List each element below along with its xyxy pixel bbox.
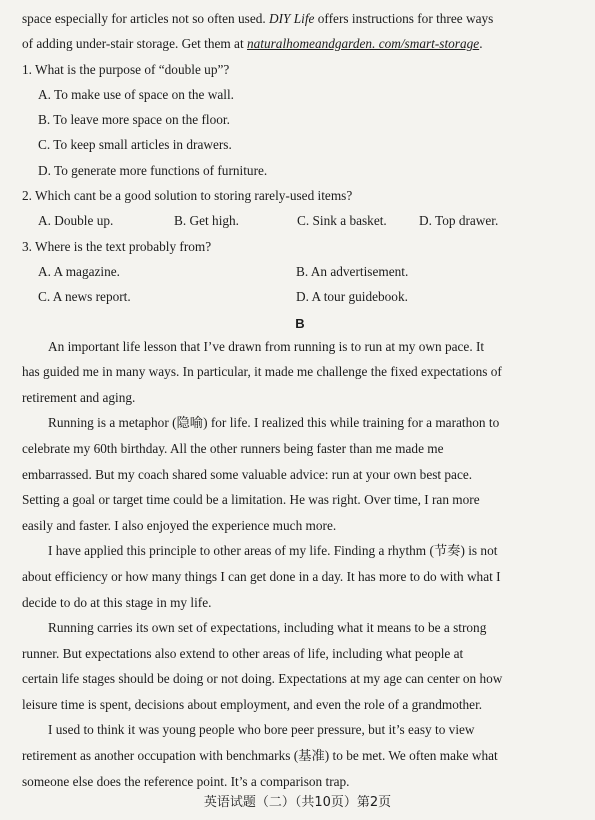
paragraph-line: retirement as another occupation with benchmarks (基准) to be met. We often make what	[22, 748, 498, 764]
section-heading: B	[295, 315, 305, 331]
question-1-option-c: C. To keep small articles in drawers.	[38, 137, 232, 153]
question-1-option-b: B. To leave more space on the floor.	[38, 112, 230, 128]
question-3-option-a: A. A magazine.	[38, 263, 120, 279]
document-page	[22, 0, 578, 794]
question-2-options	[22, 208, 578, 233]
paragraph-line: I have applied this principle to other areas of my life. Finding a rhythm (节奏) is not	[48, 543, 498, 559]
question-2-option-d: D. Top drawer.	[419, 213, 499, 229]
intro-text: offers instructions for three ways	[314, 11, 494, 26]
question-3-option-b: B. An advertisement.	[296, 263, 409, 279]
question-2-option-a: A. Double up.	[38, 213, 114, 229]
paragraph-line: has guided me in many ways. In particular, it made me challenge the fixed expectations of	[22, 364, 502, 380]
question-3: 3. Where is the text probably from?	[22, 238, 212, 254]
website-url: naturalhomeandgarden. com/smart-storage	[246, 36, 480, 52]
paragraph-line: leisure time is spent, decisions about employment, and even the role of a grandmother.	[22, 696, 483, 712]
question-3-options-row-2	[22, 284, 578, 309]
paragraph-2	[22, 410, 578, 538]
paragraph-line: Running carries its own set of expectations, including what it means to be a strong	[48, 620, 487, 636]
paragraph-5	[22, 717, 578, 794]
paragraph-4	[22, 615, 578, 717]
question-3-options-row-1	[22, 259, 578, 284]
paragraph-line: An important life lesson that I’ve drawn from running is to run at my own pace. It	[48, 338, 485, 354]
paragraph-line: Running is a metaphor (隐喻) for life. I realized this while training for a marathon to	[48, 415, 500, 431]
publication-title: DIY Life	[269, 11, 315, 26]
question-3-option-c: C. A news report.	[38, 289, 131, 305]
paragraph-line: retirement and aging.	[22, 389, 136, 405]
paragraph-line: decide to do at this stage in my life.	[22, 594, 212, 610]
intro-line-1	[22, 6, 578, 31]
paragraph-line: celebrate my 60th birthday. All the other runners being faster than me made me	[22, 440, 444, 456]
intro-line-2	[22, 31, 578, 56]
question-2-option-b: B. Get high.	[174, 213, 240, 229]
paragraph-line: easily and faster. I also enjoyed the experience much more.	[22, 517, 337, 533]
question-1-option-a: A. To make use of space on the wall.	[38, 86, 235, 102]
paragraph-line: someone else does the reference point. It’s a comparison trap.	[22, 773, 350, 789]
intro-text: space especially for articles not so often used.	[22, 11, 270, 26]
paragraph-line: certain life stages should be doing or not doing. Expectations at my age can center on how	[22, 671, 503, 687]
question-1-option-d: D. To generate more functions of furniture.	[38, 162, 268, 178]
question-2: 2. Which cant be a good solution to storing rarely-used items?	[22, 188, 353, 204]
paragraph-line: about efficiency or how many things I can get done in a day. It has more to do with what I	[22, 568, 501, 584]
paragraph-line: Setting a goal or target time could be a limitation. He was right. Over time, I ran more	[22, 492, 480, 508]
intro-text: .	[479, 36, 483, 52]
paragraph-3	[22, 538, 578, 615]
paragraph-line: I used to think it was young people who bore peer pressure, but it’s easy to view	[48, 722, 475, 738]
paragraph-1	[22, 334, 578, 411]
intro-text: of adding under-stair storage. Get them at	[22, 36, 247, 52]
page-footer: 英语试题（二）（共10页）第2页	[203, 795, 392, 810]
question-1: 1. What is the purpose of “double up”?	[22, 61, 230, 77]
question-2-option-c: C. Sink a basket.	[297, 213, 387, 229]
paragraph-line: embarrassed. But my coach shared some valuable advice: run at your own best pace.	[22, 466, 473, 482]
question-3-option-d: D. A tour guidebook.	[296, 289, 408, 305]
paragraph-line: runner. But expectations also extend to other areas of life, including what people at	[22, 645, 464, 661]
